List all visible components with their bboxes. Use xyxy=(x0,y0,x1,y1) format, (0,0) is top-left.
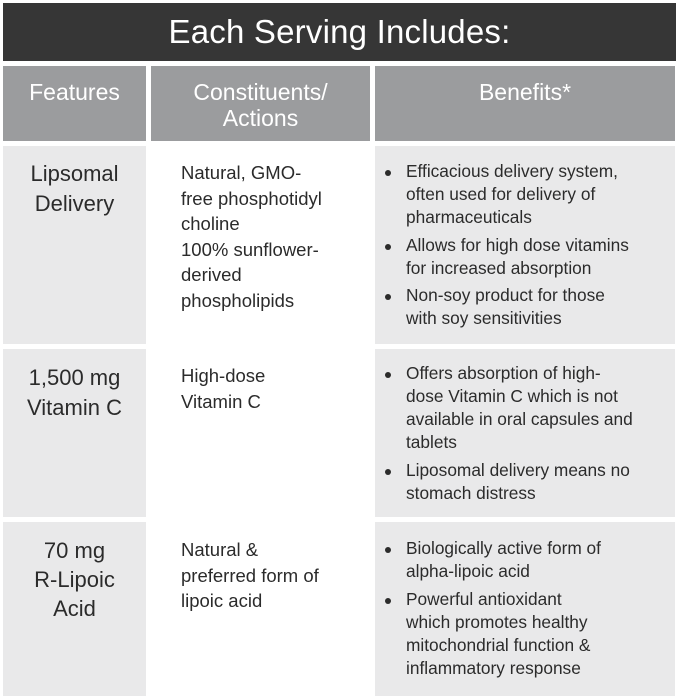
benefit-line: tablets xyxy=(406,432,457,452)
header-constituents-line: Constituents/ xyxy=(193,79,328,105)
bullet-icon xyxy=(385,469,391,475)
benefit-line: for increased absorption xyxy=(406,257,592,278)
constituent-line: 100% sunflower- xyxy=(181,238,319,260)
benefit-line: often used for delivery of xyxy=(406,184,596,204)
bullet-icon xyxy=(385,170,391,176)
feature-line: Delivery xyxy=(34,191,115,216)
feature-line: 1,500 mg xyxy=(28,365,121,390)
benefit-line: Liposomal delivery means no xyxy=(406,459,630,480)
benefits-list xyxy=(375,362,675,505)
header-constituents-line: Actions xyxy=(222,105,299,131)
constituent-line: free phosphotidyl xyxy=(181,187,322,209)
benefit-item xyxy=(375,459,675,505)
benefit-item xyxy=(375,234,675,280)
benefit-line: with soy sensitivities xyxy=(406,308,562,328)
bullet-icon xyxy=(385,244,391,250)
benefit-line: dose Vitamin C which is not xyxy=(406,386,618,406)
benefit-item xyxy=(375,362,675,454)
benefits-list xyxy=(375,537,675,680)
constituent-line: Vitamin C xyxy=(181,390,261,412)
benefit-line: Allows for high dose vitamins xyxy=(406,234,629,255)
benefit-line: Biologically active form of xyxy=(406,538,601,558)
bullet-icon xyxy=(385,372,391,378)
table-row-constituents xyxy=(151,522,370,696)
table-row-constituents xyxy=(151,349,370,517)
benefit-line: Offers absorption of high- xyxy=(406,363,601,383)
constituent-line: preferred form of xyxy=(181,564,319,586)
benefit-item xyxy=(375,588,675,680)
feature-line: R-Lipoic xyxy=(34,567,115,592)
table-row-feature xyxy=(3,146,146,344)
header-benefits xyxy=(375,66,675,141)
benefits-list xyxy=(375,160,675,330)
benefit-line: alpha-lipoic acid xyxy=(406,561,530,581)
header-constituents xyxy=(151,66,370,141)
header-features xyxy=(3,66,146,141)
benefit-item xyxy=(375,537,675,583)
constituent-line: choline xyxy=(181,213,240,234)
benefit-line: Non-soy product for those xyxy=(406,285,605,305)
benefit-line: pharmaceuticals xyxy=(406,207,532,227)
feature-line: Lipsomal xyxy=(30,161,119,186)
constituent-line: Natural, GMO- xyxy=(181,162,302,183)
benefit-line: Efficacious delivery system, xyxy=(406,161,618,181)
bullet-icon xyxy=(385,547,391,553)
constituent-line: lipoic acid xyxy=(181,590,263,611)
benefit-line: which promotes healthy xyxy=(406,611,588,632)
benefit-line: mitochondrial function & xyxy=(406,634,591,655)
bullet-icon xyxy=(385,598,391,604)
table-row-benefits xyxy=(375,349,675,517)
table-row-benefits xyxy=(375,146,675,344)
feature-line: 70 mg xyxy=(43,538,106,563)
benefit-line: stomach distress xyxy=(406,482,536,503)
benefit-item xyxy=(375,160,675,229)
feature-line: Vitamin C xyxy=(27,395,122,420)
bullet-icon xyxy=(385,294,391,300)
constituent-line: High-dose xyxy=(181,365,266,386)
header-features-label: Features xyxy=(29,79,120,105)
benefit-line: inflammatory response xyxy=(406,657,581,678)
constituent-line: Natural & xyxy=(181,539,259,560)
benefit-item xyxy=(375,284,675,330)
table-row-constituents xyxy=(151,146,370,344)
constituent-line: derived xyxy=(181,264,242,285)
feature-line: Acid xyxy=(53,596,96,621)
constituent-line: phospholipids xyxy=(181,289,295,311)
table-row-benefits xyxy=(375,522,675,696)
benefit-line: Powerful antioxidant xyxy=(406,588,562,609)
table-row-feature xyxy=(3,349,146,517)
table-title: Each Serving Includes: xyxy=(3,3,676,61)
benefit-line: available in oral capsules and xyxy=(406,409,633,429)
header-benefits-label: Benefits* xyxy=(478,79,572,105)
table-row-feature xyxy=(3,522,146,696)
